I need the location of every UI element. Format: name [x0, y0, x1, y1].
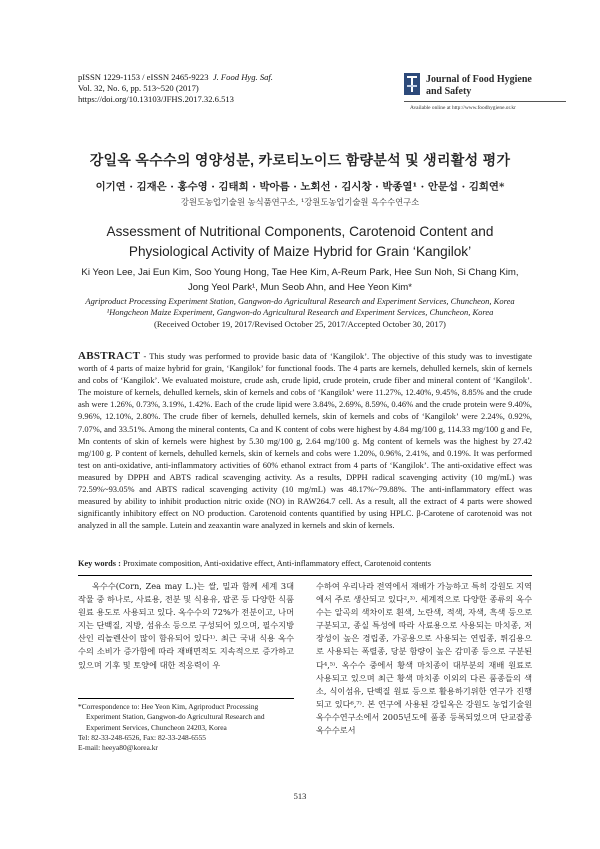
footnote-divider: [78, 698, 294, 699]
keywords: [78, 559, 532, 568]
english-title-line1: Assessment of Nutritional Components, Carotenoid Content and: [106, 224, 494, 239]
english-affiliation-line2: ¹Hongcheon Maize Experiment, Gangwon-do Agricultural Research and Experiment Services, Chuncheon, Korea: [106, 307, 494, 317]
english-title: [0, 222, 600, 262]
abstract-label: ABSTRACT: [78, 350, 141, 362]
korean-affiliation: 강원도농업기술원 농식품연구소, ¹강원도농업기술원 옥수수연구소: [180, 197, 420, 207]
korean-authors: 이기연 · 김재은 · 홍수영 · 김태희 · 박아름 · 노회선 · 김시창 · 박종열¹ · 안문섭 · 김희연*: [95, 181, 505, 193]
journal-online-url[interactable]: Available online at http://www.foodhygiene.or.kr: [410, 105, 516, 111]
issn-line: [78, 72, 273, 83]
issn-text: pISSN 1229-1153 / eISSN 2465-9223: [78, 72, 209, 82]
journal-title-line2: and Safety: [426, 86, 472, 97]
english-title-line2: Physiological Activity of Maize Hybrid for Grain ‘Kangilok’: [128, 244, 472, 259]
abstract-body: - This study was performed to provide basic data of ‘Kangilok’. The objective of this study was to investigate worth of 4 parts of maize hybrid for grain, ‘Kangilok’ for functional foods. The 4 parts are kernels, dehulled kernels, skin of kernels and cobs of ‘Kangilok’. We evaluated moisture, crude ash, crude lipid, crude protein, crude fiber and mineral content of ‘Kangilok’. The moisture of kernels, dehulled kernels, skin of kernels and cobs of ‘Kangilok’ were 11.27%, 12.40%, 9.45%, 8.85% and the crude ash were 1.26%, 0.73%, 3.19%, 1.42%. Each of the crude lipid were 3.84%, 2.69%, 8.59%, 0.46% and the crude protein were 9.40%, 9.96%, 12.10%, 2.80%. The crude fiber of kernels, dehulled kernels, skin of kernels and cobs of ‘Kangilok’ were 2.24%, 0.92%, 7.07%, and 33.51%. Among the mineral contents, Ca and K content of cobs were highest by 4.84 mg/100 g, 114.33 mg/100 g and Fe, Mn contents of skin of kernels were highest by 5.30 mg/100 g, 2.64 mg/100 g. Mg content of kernels was the highest by 27.42 mg/100 g. P content of kernels, dehulled kernels, skin of kernels and cobs were 1.20%, 0.96%, 2.41%, and 0.19%. It was performed test on anti-oxidative, anti-inflammatory activities of 60% ethanol extract from 4 parts of ‘Kangilok’. The anti-oxidative effect was measured by DPPH and ABTS radical scavenging activity. As a results, DPPH radical scavenging activity (10 mg/mL) was 72.59%~93.05% and ABTS radical scavenging activity (10 mg/mL) was 48.17%~79.88%. The anti-inflammatory effect was measured by ability to inhibit production nitric oxide (NO) in RAW264.7 cell. As a result, all the extract of 4 parts were showed significantly inhibitory effect on NO production. Carotenoid contents quantified by using HPLC. β-Carotene of carotenoid was not analyzed in all the sample. Lutein and zeaxantin ware analyzed in kernels and skin of kernels.: [78, 351, 532, 531]
journal-abbrev: J. Food Hyg. Saf.: [212, 72, 273, 82]
footnote-email[interactable]: E-mail: heeya80@korea.kr: [78, 743, 158, 753]
english-affiliation-line1: Agriproduct Processing Experiment Station, Gangwon-do Agricultural Research and Experiment Services, Chuncheon, Korea: [85, 296, 515, 306]
keywords-text: Proximate composition, Anti-oxidative effect, Anti-inflammatory effect, Carotenoid contents: [120, 559, 431, 568]
english-affiliation: [0, 296, 600, 318]
keywords-label: Key words :: [78, 559, 121, 568]
page-number: 513: [293, 791, 307, 801]
journal-title: [426, 74, 532, 98]
english-authors-line1: Ki Yeon Lee, Jai Eun Kim, Soo Young Hong, Tae Hee Kim, A-Reum Park, Hee Sun Noh, Si Chang Kim,: [81, 267, 519, 278]
journal-title-line1: Journal of Food Hygiene: [426, 74, 532, 85]
english-authors: [0, 266, 600, 295]
footnote-phone: Tel: 82-33-248-6526, Fax: 82-33-248-6555: [78, 732, 206, 742]
received-dates: (Received October 19, 2017/Revised October 25, 2017/Accepted October 30, 2017): [154, 319, 446, 329]
correspondence-footnote: [78, 702, 294, 753]
doi-link[interactable]: https://doi.org/10.13103/JFHS.2017.32.6.513: [78, 94, 234, 104]
abstract: [78, 350, 532, 531]
footnote-correspondence: *Correspondence to: Hee Yeon Kim, Agriproduct Processing Experiment Station, Gangwon-do Agricultural Research and Experiment Services, Chuncheon 24203, Korea: [78, 702, 265, 732]
body-column-right: 수하여 우리나라 전역에서 재배가 가능하고 특히 강원도 지역에서 주로 생산되고 있다²,³⁾. 세계적으로 다양한 종류의 옥수수는 알곡의 색차이로 흰색, 노란색, 적색, 자색, 흑색 등으로 구분되고, 종실 특성에 따라 사료용으로 사용되는 마치종, 저장성이 높은 경립종, 가공용으로 사용되는 연립종, 튀김용으로 사용되는 폭렬종, 당분 함량이 높은 감미종 등으로 구분된다⁴,⁵⁾. 옥수수 중에서 황색 마치종이 대부분의 재배 원료로 사용되고 있으며 최근 황색 마치종 이외의 다른 품종들의 색소, 식이섬유, 단백질 원료 등으로 활용하기위한 연구가 진행되고 있다⁶,⁷⁾. 본 연구에 사용된 강일옥은 강원도 농업기술원 옥수수연구소에서 2005년도에 품종 등록되었으며 단교잡종 옥수수로서: [316, 581, 532, 736]
journal-divider: [404, 101, 566, 102]
journal-logo-icon: [404, 73, 420, 95]
body-column-left: 옥수수(Corn, Zea may L.)는 쌀, 밀과 함께 세계 3대 작물 중 하나로, 사료용, 전분 및 식용유, 팝콘 등 다양한 식품원료 용도로 사용되고 있다. 옥수수의 72%가 전분이고, 나머지는 단백질, 지방, 섬유소 등으로 구성되어 있으며, 필수지방산인 리놀렌산이 많이 함유되어 있다¹⁾. 최근 국내 식용 옥수수의 소비가 증가함에 따라 재배면적도 지속적으로 증가하고 있으며 기후 및 토양에 대한 적응력이 우: [78, 581, 294, 670]
abstract-divider: [78, 575, 532, 576]
english-authors-line2: Jong Yeol Park¹, Mun Seob Ahn, and Hee Yeon Kim*: [187, 281, 412, 293]
volume-line: Vol. 32, No. 6, pp. 513~520 (2017): [78, 83, 199, 93]
korean-title: 강일옥 옥수수의 영양성분, 카로티노이드 함량분석 및 생리활성 평가: [89, 152, 511, 168]
